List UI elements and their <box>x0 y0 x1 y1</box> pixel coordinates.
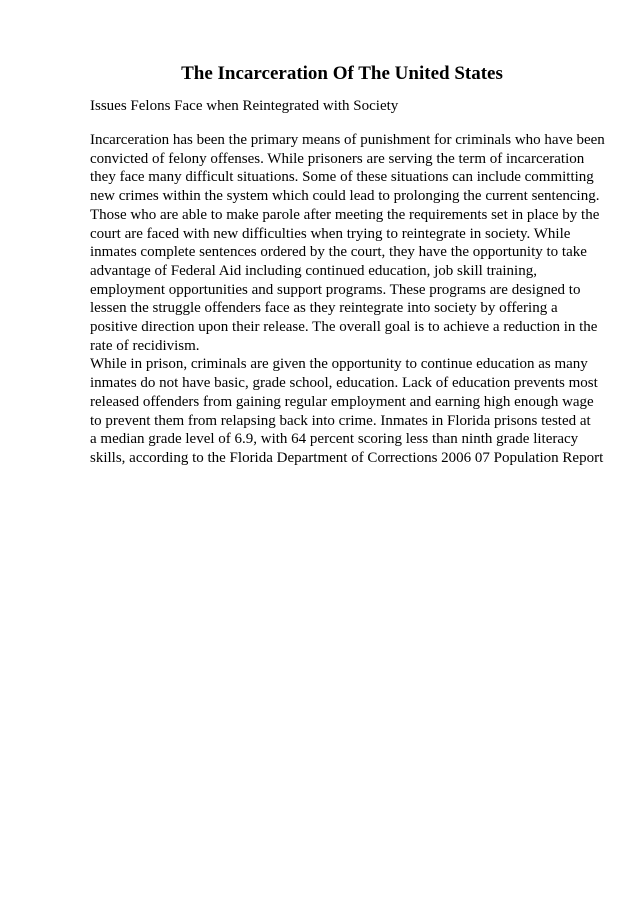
body-line: positive direction upon their release. The overall goal is to achieve a reduction in the <box>90 319 598 336</box>
body-line: inmates complete sentences ordered by the court, they have the opportunity to take <box>90 244 587 261</box>
body-line: court are faced with new difficulties when trying to reintegrate in society. While <box>90 225 571 242</box>
body-line: Those who are able to make parole after meeting the requirements set in place by the <box>90 206 600 223</box>
body-line: skills, according to the Florida Department of Corrections 2006 07 Population Report <box>90 449 604 466</box>
body-line: to prevent them from relapsing back into crime. Inmates in Florida prisons tested at <box>90 412 591 429</box>
body-line: lessen the struggle offenders face as they reintegrate into society by offering a <box>90 300 558 317</box>
body-line: convicted of felony offenses. While prisoners are serving the term of incarceration <box>90 150 585 167</box>
body-line: rate of recidivism. <box>90 337 200 354</box>
body-line: Incarceration has been the primary means of punishment for criminals who have been <box>90 132 605 148</box>
body-line: they face many difficult situations. Some of these situations can include committing <box>90 169 594 186</box>
body-line: a median grade level of 6.9, with 64 percent scoring less than ninth grade literacy <box>90 431 579 448</box>
body-line: While in prison, criminals are given the opportunity to continue education as many <box>90 356 588 373</box>
body-line: released offenders from gaining regular employment and earning high enough wage <box>90 393 594 410</box>
body-line: advantage of Federal Aid including continued education, job skill training, <box>90 262 537 279</box>
body-line: new crimes within the system which could lead to prolonging the current sentencing. <box>90 188 600 205</box>
document-title: The Incarceration Of The United States <box>181 63 503 84</box>
body-line: inmates do not have basic, grade school, education. Lack of education prevents most <box>90 375 598 392</box>
body-line: employment opportunities and support programs. These programs are designed to <box>90 281 581 298</box>
document-subtitle: Issues Felons Face when Reintegrated with Society <box>90 98 399 114</box>
document-body <box>90 131 620 468</box>
